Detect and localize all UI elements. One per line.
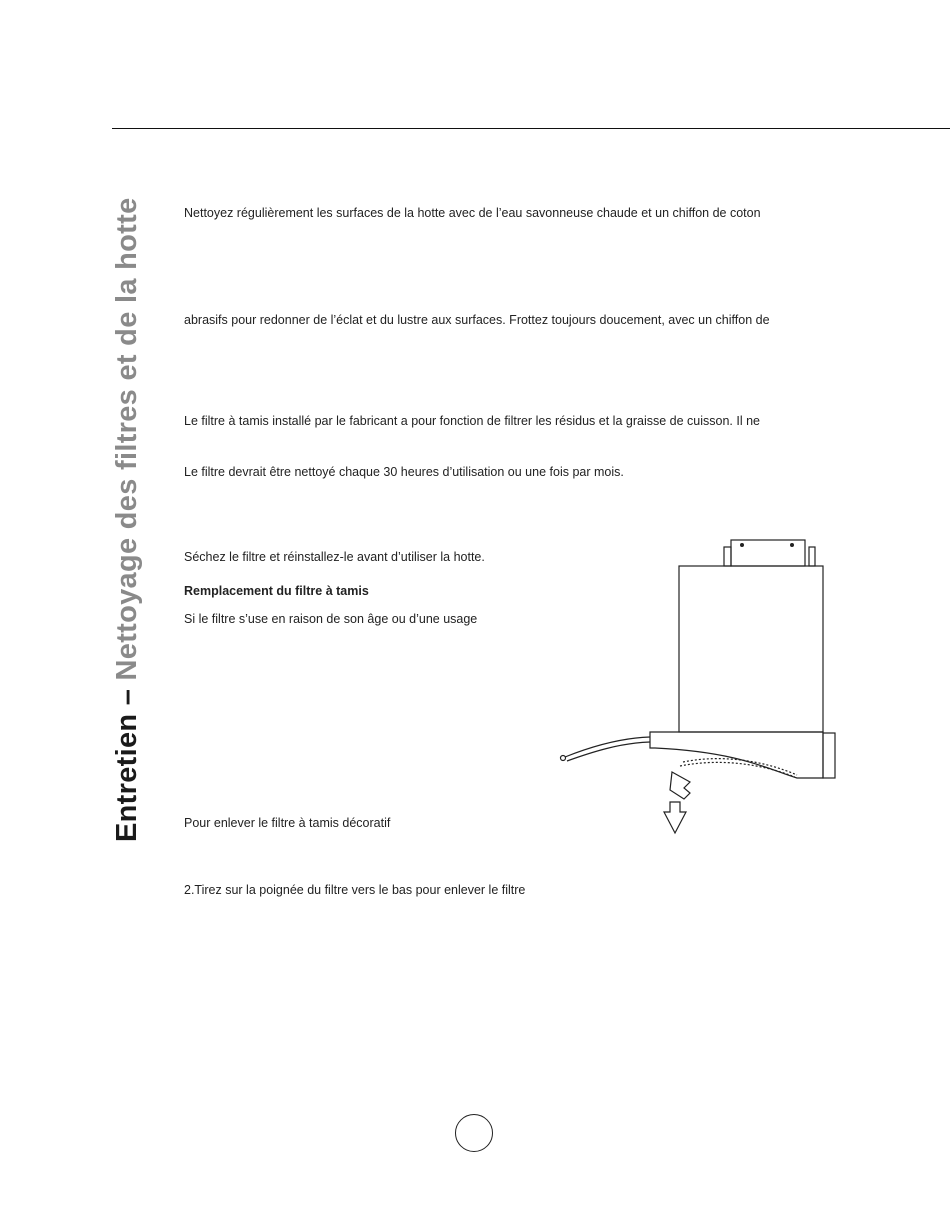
section-title-main: Entretien – (111, 680, 143, 842)
section-title-sub: Nettoyage des filtres et de la hotte (111, 197, 143, 681)
range-hood-diagram (555, 535, 840, 840)
bracket-left-tab (724, 547, 731, 566)
paragraph-dry-filter: Séchez le filtre et réinstallez-le avant d’utiliser la hotte. (184, 550, 485, 564)
heading-filter-replacement: Remplacement du filtre à tamis (184, 584, 369, 598)
paragraph-mesh-filter: Le filtre à tamis installé par le fabricant a pour fonction de filtrer les résidus et la graisse de cuisson. Il ne (184, 414, 760, 428)
paragraph-abrasives: abrasifs pour redonner de l’éclat et du lustre aux surfaces. Frottez toujours doucement, avec un chiffon de (184, 313, 770, 327)
paragraph-pull-handle: 2.Tirez sur la poignée du filtre vers le bas pour enlever le filtre (184, 883, 526, 897)
pull-arrow-icon (670, 772, 690, 799)
down-arrow-icon (664, 802, 686, 833)
hood-chimney (679, 566, 823, 732)
bracket-right-tab (809, 547, 815, 566)
removed-filter (680, 762, 795, 777)
paragraph-remove-filter: Pour enlever le filtre à tamis décoratif (184, 816, 391, 830)
section-title (112, 197, 142, 842)
bracket-screw-right (790, 543, 794, 547)
hood-canopy (650, 732, 823, 778)
header-rule (112, 128, 950, 129)
paragraph-cleaning-surfaces: Nettoyez régulièrement les surfaces de la hotte avec de l’eau savonneuse chaude et un chiffon de coton (184, 206, 761, 220)
bracket-screw-left (740, 543, 744, 547)
cord-plug (561, 756, 566, 761)
page-number-badge (455, 1114, 493, 1152)
power-cord (565, 737, 650, 757)
paragraph-filter-wear: Si le filtre s’use en raison de son âge ou d’une usage (184, 612, 478, 626)
hood-end-cap (823, 733, 835, 778)
paragraph-cleaning-frequency: Le filtre devrait être nettoyé chaque 30 heures d’utilisation ou une fois par mois. (184, 465, 624, 479)
